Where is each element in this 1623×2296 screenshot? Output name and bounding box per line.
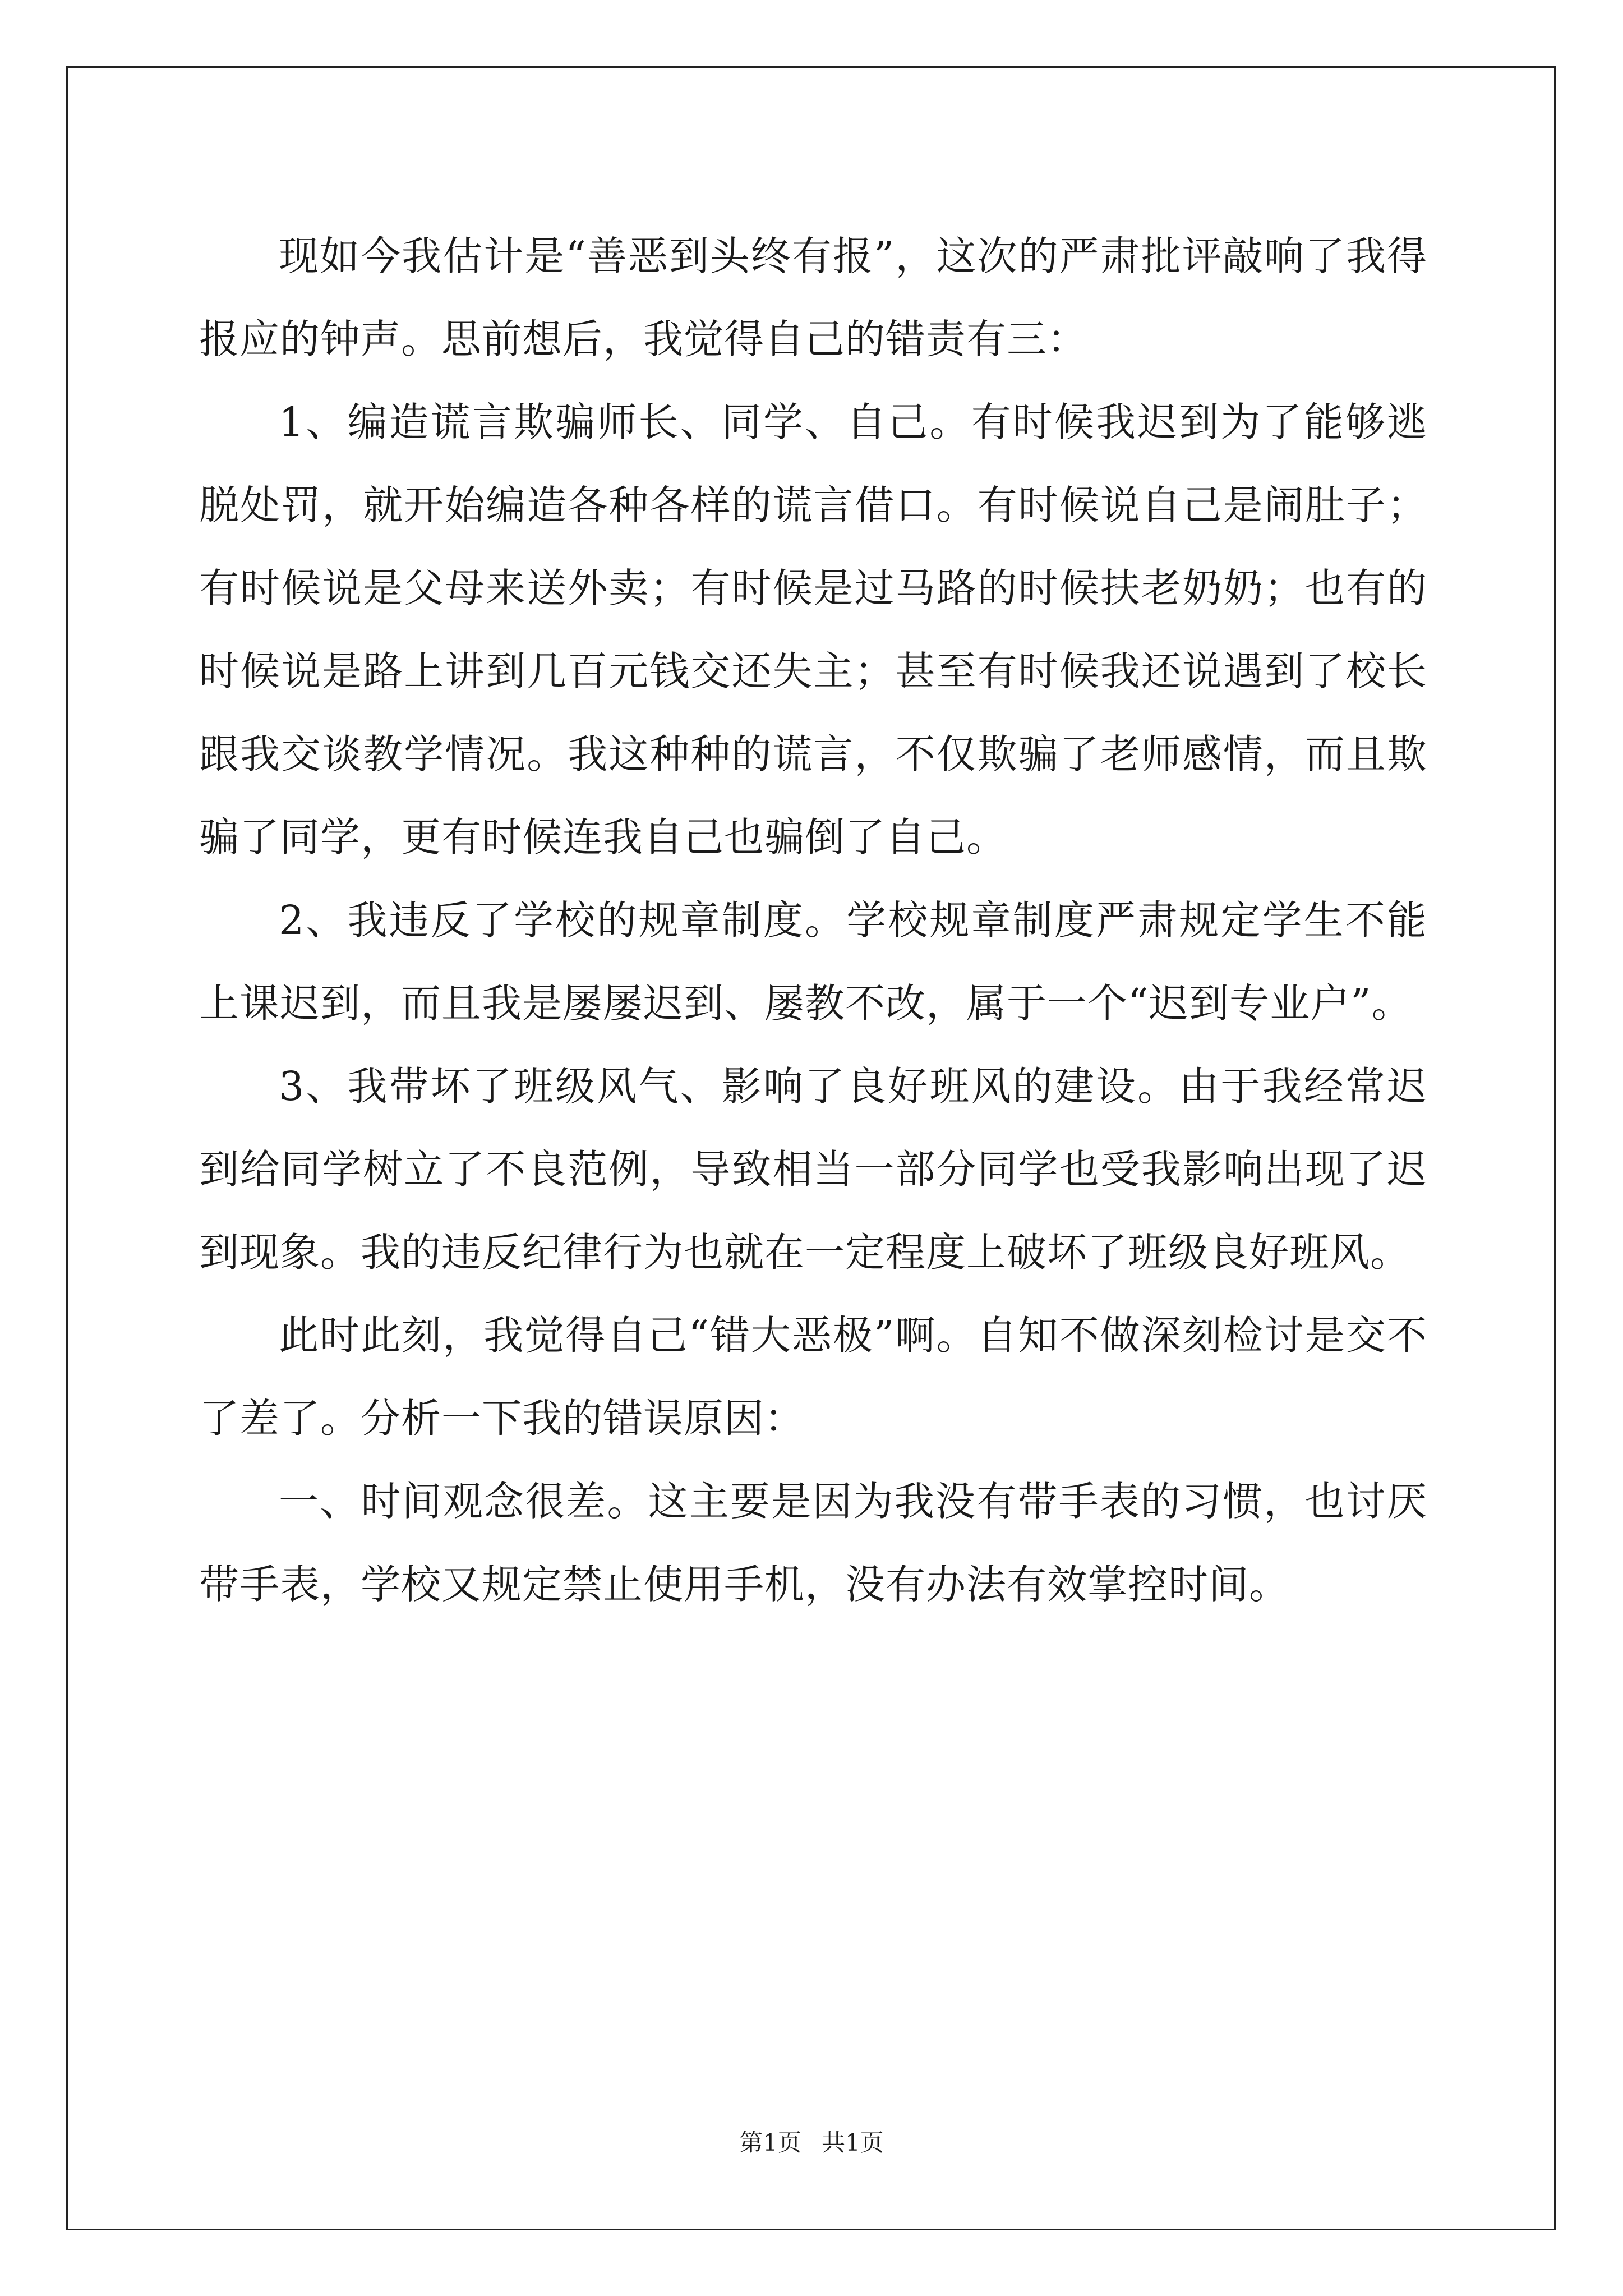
page-footer — [0, 2126, 1623, 2160]
document-body — [199, 215, 1427, 1626]
paragraph-intro: 现如今我估计是“善恶到头终有报”，这次的严肃批评敲响了我得报应的钟声。思前想后，我觉得自己的错责有三： — [199, 233, 1427, 362]
page-number: 第1页 — [739, 2129, 801, 2156]
paragraph-point-2: 2、我违反了学校的规章制度。学校规章制度严肃规定学生不能上课迟到，而且我是屡屡迟到、屡教不改，属于一个“迟到专业户”。 — [199, 897, 1427, 1027]
page-total: 共1页 — [822, 2129, 884, 2156]
paragraph-cause-1: 一、时间观念很差。这主要是因为我没有带手表的习惯，也讨厌带手表，学校又规定禁止使用手机，没有办法有效掌控时间。 — [199, 1478, 1427, 1608]
paragraph-reflection: 此时此刻，我觉得自己“错大恶极”啊。自知不做深刻检讨是交不了差了。分析一下我的错误原因： — [199, 1312, 1427, 1442]
paragraph-point-3: 3、我带坏了班级风气、影响了良好班风的建设。由于我经常迟到给同学树立了不良范例，导致相当一部分同学也受我影响出现了迟到现象。我的违反纪律行为也就在一定程度上破坏了班级良好班风。 — [199, 1063, 1427, 1276]
paragraph-point-1: 1、编造谎言欺骗师长、同学、自己。有时候我迟到为了能够逃脱处罚，就开始编造各种各样的谎言借口。有时候说自己是闹肚子；有时候说是父母来送外卖；有时候是过马路的时候扶老奶奶；也有的时候说是路上讲到几百元钱交还失主；甚至有时候我还说遇到了校长跟我交谈教学情况。我这种种的谎言，不仅欺骗了老师感情，而且欺骗了同学，更有时候连我自己也骗倒了自己。 — [199, 399, 1427, 861]
